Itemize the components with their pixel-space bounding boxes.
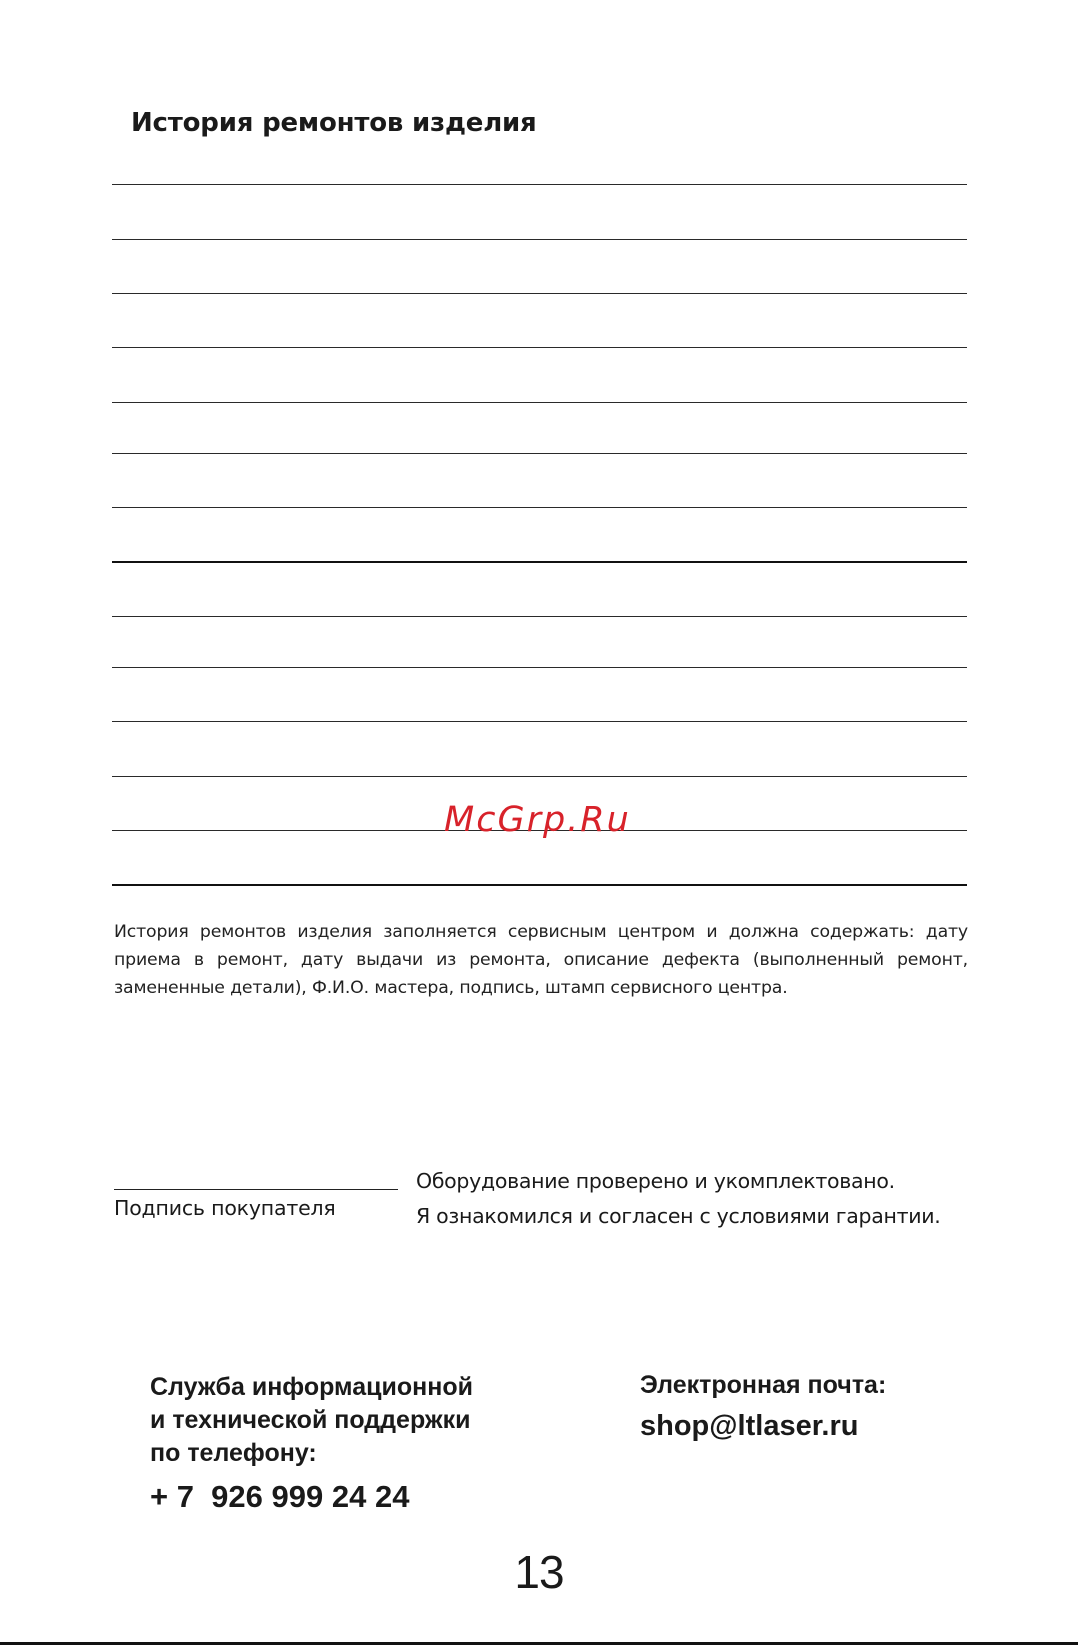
watermark: McGrp.Ru (444, 800, 631, 840)
email-address: shop@ltlaser.ru (640, 1410, 859, 1442)
support-service-heading (150, 1371, 473, 1470)
ruled-line (112, 667, 967, 668)
support-line-2: и технической поддержки (150, 1406, 471, 1434)
repair-history-note: История ремонтов изделия заполняется сервисным центром и должна содержать: дату приема в ремонт, дату выдачи из ремонта, описание дефекта (выполненный ремонт, замененные детали), Ф.И.О. мастера, подпись, штамп сервисного центра. (114, 922, 968, 998)
page-number: 13 (514, 1546, 564, 1598)
email-label: Электронная почта: (640, 1371, 887, 1399)
signature-label: Подпись покупателя (114, 1196, 336, 1220)
ruled-line (112, 402, 967, 403)
ruled-line (112, 507, 967, 508)
ruled-line (112, 184, 967, 185)
ruled-line (112, 561, 967, 563)
equipment-confirmation (416, 1164, 941, 1234)
signature-line (114, 1189, 398, 1190)
ruled-line (112, 347, 967, 348)
ruled-line (112, 721, 967, 722)
ruled-line (112, 293, 967, 294)
ruled-line (112, 884, 967, 886)
ruled-line (112, 616, 967, 617)
ruled-line (112, 776, 967, 777)
support-line-3: по телефону: (150, 1439, 317, 1467)
ruled-line (112, 239, 967, 240)
support-phone: + 7 926 999 24 24 (150, 1479, 410, 1514)
page-title: История ремонтов изделия (131, 108, 537, 138)
ruled-line (112, 453, 967, 454)
confirmation-line-1: Оборудование проверено и укомплектовано. (416, 1169, 895, 1193)
confirmation-line-2: Я ознакомился и согласен с условиями гарантии. (416, 1204, 941, 1228)
support-line-1: Служба информационной (150, 1373, 473, 1401)
